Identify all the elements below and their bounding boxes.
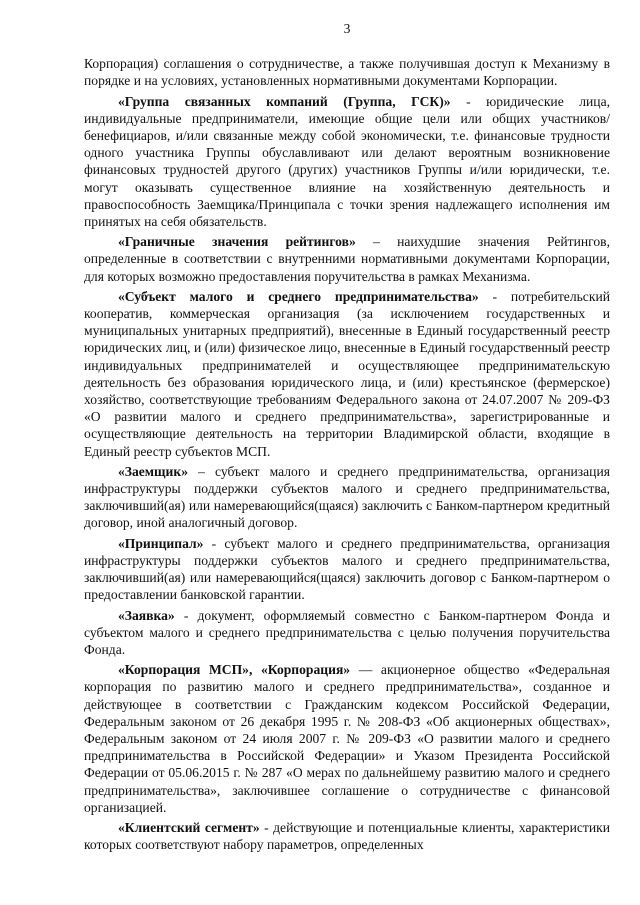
paragraph-client-segment xyxy=(84,819,610,853)
paragraph-borrower xyxy=(84,463,610,532)
term-client-segment: «Клиентский сегмент» xyxy=(118,819,260,835)
paragraph-principal-text: - субъект малого и среднего предпринимательства, организация инфраструктуры поддержки субъектов малого и среднего предпринимательства, заключивший(ая) или намеревающийся(щаяся) заключить договор с Банком-партнером о предоставлении банковской гарантии. xyxy=(84,535,610,603)
term-rating-limits: «Граничные значения рейтингов» xyxy=(118,234,356,250)
paragraph-1 xyxy=(84,55,610,89)
paragraph-corporation-text: — акционерное общество «Федеральная корпорация по развитию малого и среднего предпринимательства», созданное и действующее в соответствии с Гражданским кодексом Российской Федерации, Федеральным законом от 26 декабря 1995 г. № 208-ФЗ «Об акционерных обществах», Федеральным законом от 24 июля 2007 г. № 209-ФЗ «О развитии малого и среднего предпринимательства в Российской Федерации» и Указом Президента Российской Федерации от 05.06.2015 г. № 287 «О мерах по дальнейшему развитию малого и среднего предпринимательства», заключившее соглашение о сотрудничестве с финансовой организацией. xyxy=(84,662,610,815)
paragraph-sme-subject-text: - потребительский кооператив, коммерческая организация (за исключением государственных и муниципальных унитарных предприятий), внесенные в Единый государственный реестр юридических лиц, и (или) физическое лицо, внесенные в Единый государственный реестр индивидуальных предпринимателей и осуществляющее предпринимательскую деятельность без образования юридического лица, и (или) крестьянское (фермерское) хозяйство, соответствующие требованиям Федерального закона от 24.07.2007 № 209-ФЗ «О развитии малого и среднего предпринимательства», зарегистрированные и осуществляющие деятельность на территории Владимирской области, входящие в Единый реестр субъектов МСП. xyxy=(84,288,610,459)
term-corporation: «Корпорация МСП», «Корпорация» xyxy=(118,662,351,678)
paragraph-client-segment-text: - действующие и потенциальные клиенты, характеристики которых соответствуют набору параметров, определенных xyxy=(84,819,610,853)
paragraph-principal xyxy=(84,535,610,604)
term-borrower: «Заемщик» xyxy=(118,463,188,479)
paragraph-group-definition xyxy=(84,93,610,231)
term-application: «Заявка» xyxy=(118,607,175,623)
paragraph-sme-subject xyxy=(84,288,610,460)
paragraph-corporation xyxy=(84,661,610,816)
page-number: 3 xyxy=(343,21,351,36)
paragraph-rating-limits xyxy=(84,233,610,285)
paragraph-group-text: - юридические лица, индивидуальные предприниматели, имеющие общие цели или общих участников/бенефициаров, и/или связанные между собой экономически, т.е. финансовые трудности одного участника Группы обуславливают или делают вероятным возникновение финансовых трудностей другого (других) участников Группы и/или юридически, т.е. могут оказывать существенное влияние на хозяйственную деятельность и правоспособность Заемщика/Принципала с точки зрения надлежащего исполнения им принятых на себя обязательств. xyxy=(84,93,611,230)
paragraph-1-text: Корпорация) соглашения о сотрудничестве, а также получившая доступ к Механизму в порядке и на условиях, установленных нормативными документами Корпорации. xyxy=(84,56,610,89)
term-principal: «Принципал» xyxy=(118,535,204,551)
term-sme-subject: «Субъект малого и среднего предпринимательства» xyxy=(118,288,479,304)
term-group: «Группа связанных компаний (Группа, ГСК)» xyxy=(118,93,451,109)
paragraph-borrower-text: – субъект малого и среднего предпринимательства, организация инфраструктуры поддержки субъектов малого и среднего предпринимательства, заключивший(ая) или намеревающийся(щаяся) заключить с Банком-партнером кредитный договор, иной аналогичный договор. xyxy=(84,463,610,531)
paragraph-application-text: - документ, оформляемый совместно с Банком-партнером Фонда и субъектом малого и среднего предпринимательства с целью получения поручительства Фонда. xyxy=(84,607,610,657)
paragraph-rating-limits-text: – наихудшие значения Рейтингов, определенные в соответствии с внутренними нормативными документами Корпорации, для которых возможно предоставления поручительства в рамках Механизма. xyxy=(84,234,610,284)
paragraph-application xyxy=(84,607,610,659)
